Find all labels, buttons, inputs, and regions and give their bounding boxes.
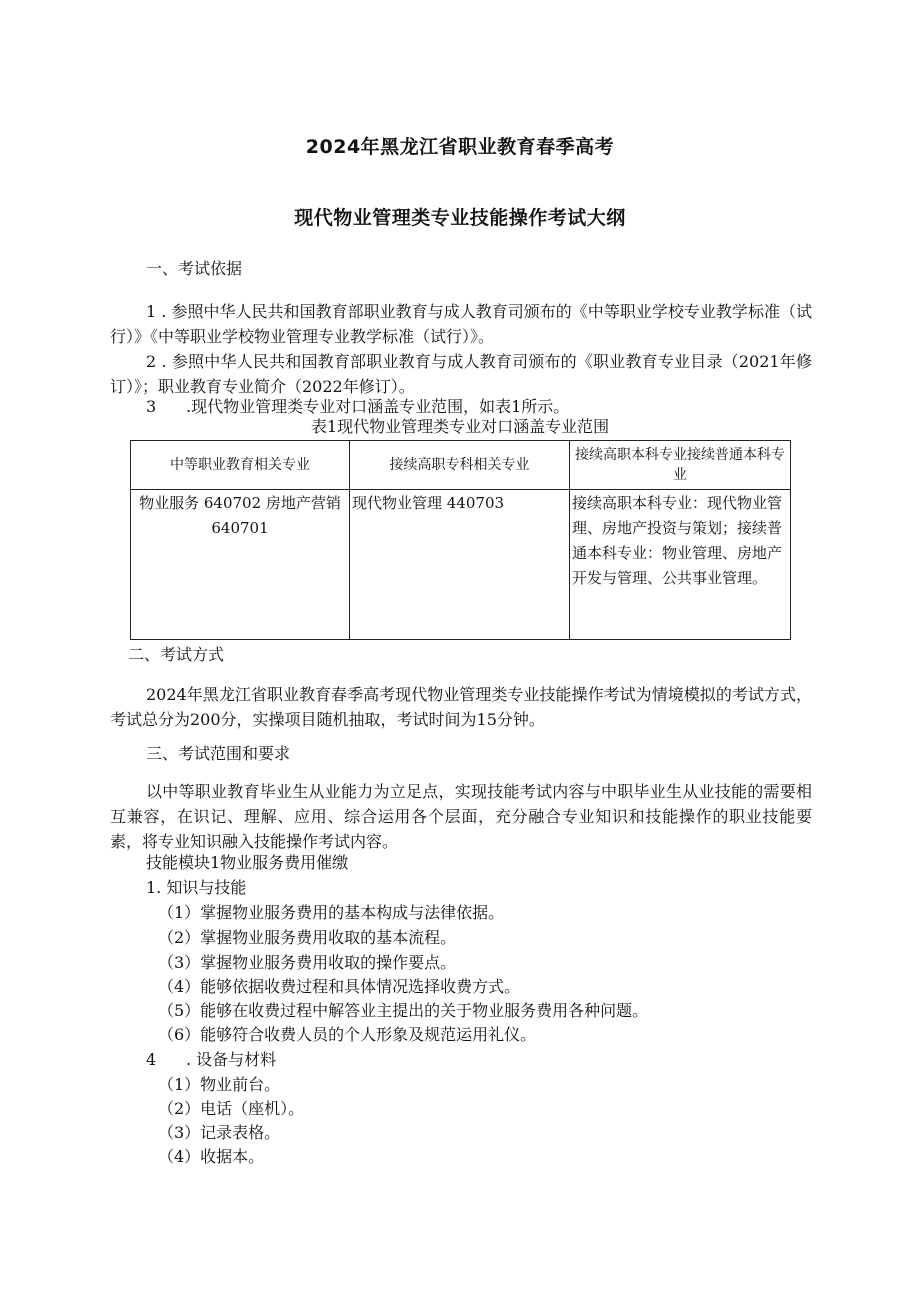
table-header-higher-vocational: 接续高职专科相关专业	[350, 441, 570, 490]
section2-heading: 二、考试方式	[128, 645, 225, 664]
table-row	[131, 490, 791, 640]
table-caption: 表1现代物业管理类专业对口涵盖专业范围	[310, 417, 610, 436]
major-scope-table	[130, 440, 791, 640]
table-header-secondary: 中等职业教育相关专业	[131, 441, 350, 490]
knowledge-heading: 1. 知识与技能	[146, 878, 247, 897]
doc-title-line2: 现代物业管理类专业技能操作考试大纲	[294, 207, 626, 229]
knowledge-item: （2）掌握物业服务费用收取的基本流程。	[158, 928, 457, 947]
table-cell-higher-vocational-majors: 现代物业管理 440703	[350, 490, 570, 640]
knowledge-item: （1）掌握物业服务费用的基本构成与法律依据。	[158, 903, 505, 922]
equipment-heading: . 设备与材料	[186, 1050, 277, 1069]
equipment-item: （3）记录表格。	[158, 1123, 281, 1142]
skill-module-title: 技能模块1物业服务费用催缴	[146, 853, 349, 872]
table-header-row	[131, 441, 791, 490]
table-cell-undergraduate-majors: 接续高职本科专业：现代物业管理、房地产投资与策划；接续普通本科专业：物业管理、房地产开发与管理、公共事业管理。	[570, 490, 791, 640]
section2-body: 2024年黑龙江省职业教育春季高考现代物业管理类专业技能操作考试为情境模拟的考试方式，考试总分为200分，实操项目随机抽取，考试时间为15分钟。	[110, 685, 812, 729]
equipment-item: （1）物业前台。	[158, 1075, 281, 1094]
equipment-item: （2）电话（座机）。	[158, 1099, 305, 1118]
section3-heading: 三、考试范围和要求	[146, 744, 291, 763]
knowledge-item: （3）掌握物业服务费用收取的操作要点。	[158, 953, 457, 972]
doc-title-line1: 2024年黑龙江省职业教育春季高考	[305, 136, 615, 158]
section1-item2: 2 . 参照中华人民共和国教育部职业教育与成人教育司颁布的《职业教育专业目录（2021年修订）》；职业教育专业简介（2022年修订）。	[110, 352, 812, 396]
section1-item3-number: 3	[146, 397, 157, 416]
section1-heading: 一、考试依据	[146, 259, 243, 278]
table-header-undergraduate: 接续高职本科专业接续普通本科专业	[570, 441, 791, 490]
equipment-item: （4）收据本。	[158, 1147, 265, 1166]
knowledge-item: （6）能够符合收费人员的个人形象及规范运用礼仪。	[158, 1025, 537, 1044]
knowledge-item: （4）能够依据收费过程和具体情况选择收费方式。	[158, 977, 521, 996]
knowledge-item: （5）能够在收费过程中解答业主提出的关于物业服务费用各种问题。	[158, 1001, 649, 1020]
section3-body: 以中等职业教育毕业生从业能力为立足点，实现技能考试内容与中职毕业生从业技能的需要相互兼容，在识记、理解、应用、综合运用各个层面，充分融合专业知识和技能操作的职业技能要素，将专业知识融入技能操作考试内容。	[110, 782, 812, 851]
section1-item1: 1 . 参照中华人民共和国教育部职业教育与成人教育司颁布的《中等职业学校专业教学标准（试行）》《中等职业学校物业管理专业教学标准（试行）》。	[110, 302, 812, 346]
section1-item3-text: .现代物业管理类专业对口涵盖专业范围，如表1所示。	[186, 397, 570, 416]
table-cell-secondary-majors: 物业服务 640702 房地产营销 640701	[131, 490, 350, 640]
equipment-number: 4	[146, 1050, 157, 1069]
